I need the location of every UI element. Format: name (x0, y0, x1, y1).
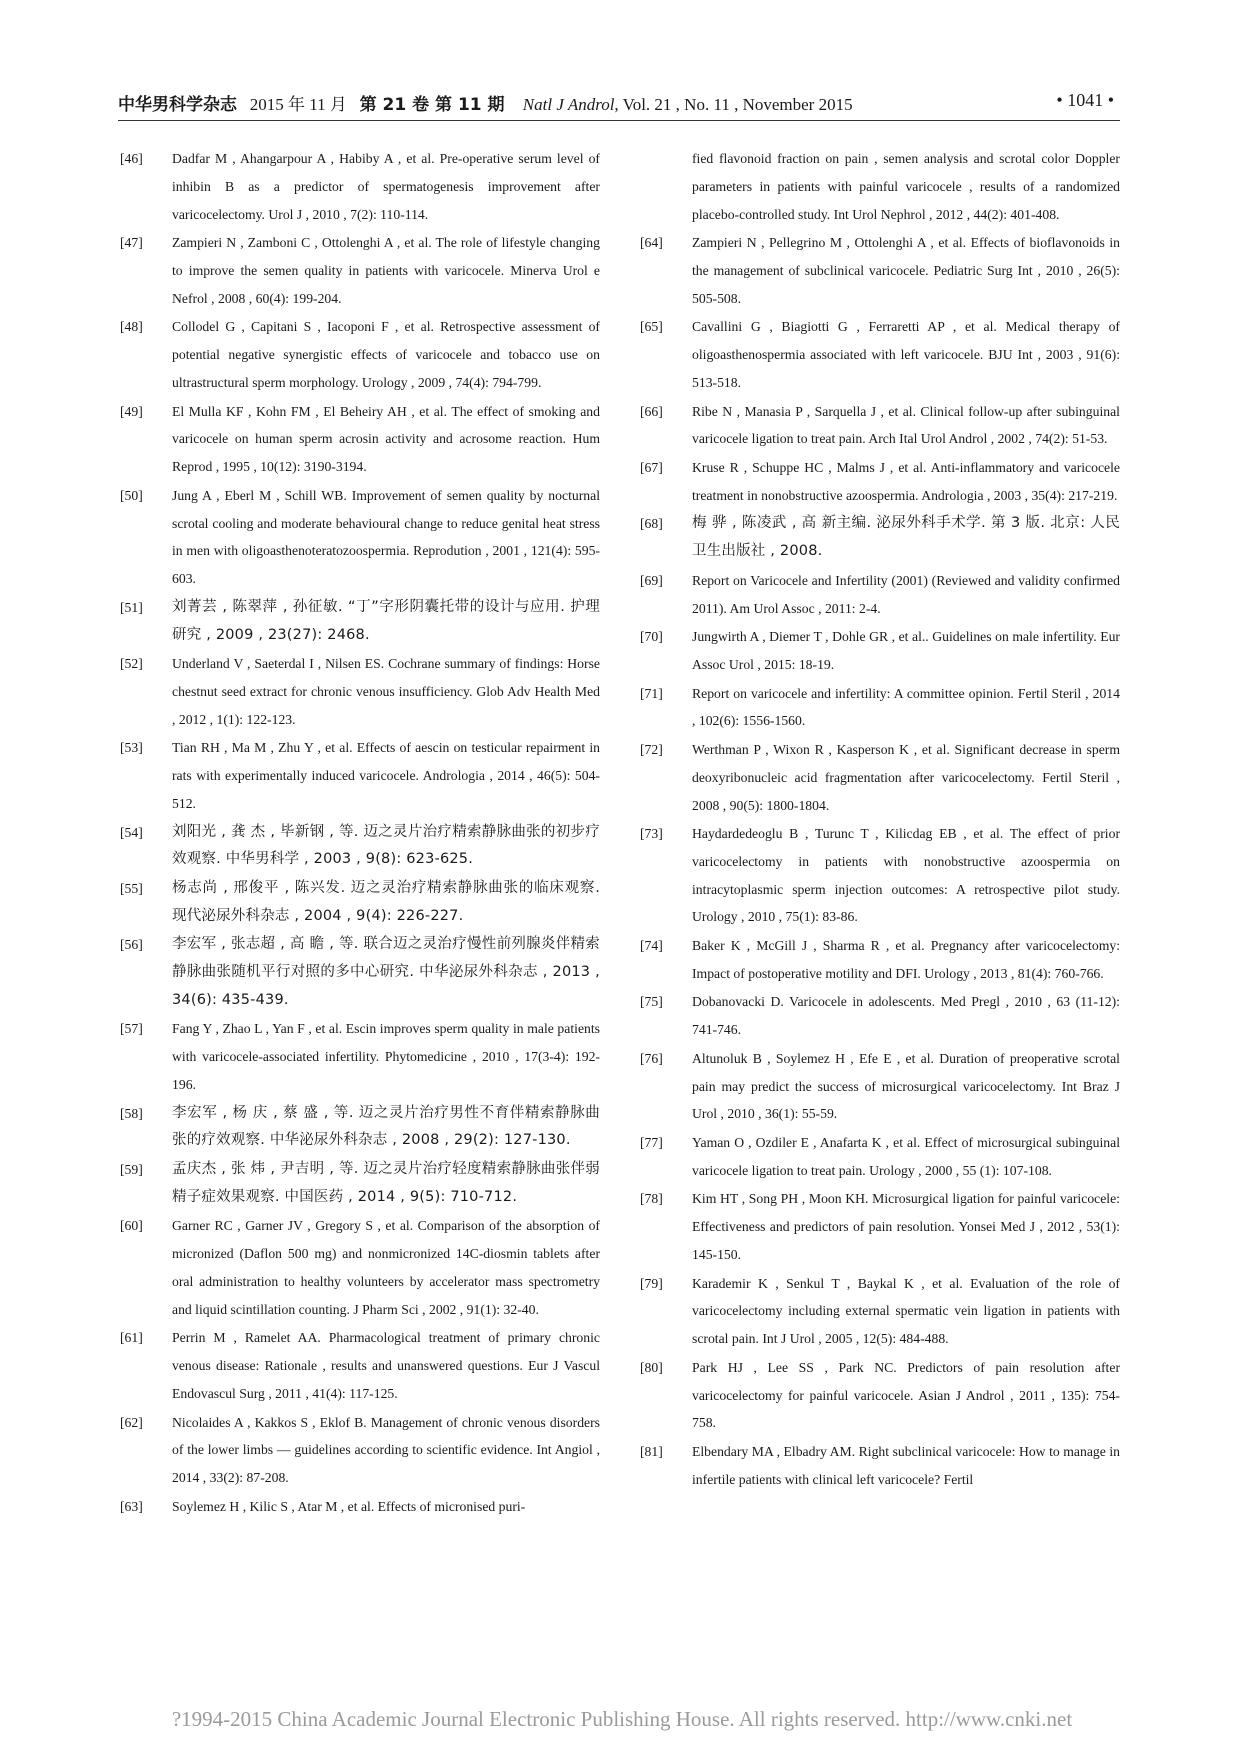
reference-text: Garner RC , Garner JV , Gregory S , et al. Comparison of the absorption of micronized (Daflon 500 mg) and nonmicronized 14C-diosmin tablets after oral administration to healthy volunteers by accelerator mass spectrometry and liquid scintillation counting. J Pharm Sci , 2002 , 91(1): 32-40. (172, 1218, 600, 1317)
reference-item (120, 1156, 600, 1212)
reference-number: [72] (640, 741, 663, 757)
reference-text: Dadfar M , Ahangarpour A , Habiby A , et al. Pre-operative serum level of inhibin B as a predictor of spermatogenesis improvement after varicocelectomy. Urol J , 2010 , 7(2): 110-114. (172, 151, 600, 222)
reference-column-right (640, 145, 1120, 1494)
reference-text: 李宏军 , 杨 庆 , 蔡 盛 , 等. 迈之灵片治疗男性不育伴精索静脉曲张的疗效观察. 中华泌尿外科杂志 , 2008 , 29(2): 127-130. (172, 1104, 600, 1149)
reference-text: 孟庆杰 , 张 炜 , 尹吉明 , 等. 迈之灵片治疗轻度精索静脉曲张伴弱精子症效果观察. 中国医药 , 2014 , 9(5): 710-712. (172, 1161, 600, 1205)
reference-number: [52] (120, 656, 143, 672)
journal-title-cn: 中华男科学杂志 (118, 95, 237, 115)
reference-item (120, 931, 600, 1014)
reference-number: [48] (120, 319, 143, 335)
reference-number: [63] (120, 1498, 143, 1514)
issue-date-cn: 2015 年 11 月 (249, 95, 347, 114)
reference-number: [56] (120, 937, 143, 953)
reference-number: [64] (640, 235, 663, 251)
reference-number: [66] (640, 403, 663, 419)
reference-item (640, 1438, 1120, 1494)
reference-number: [46] (120, 151, 143, 166)
reference-item (640, 1185, 1120, 1268)
reference-item (120, 313, 600, 396)
page-number: • 1041 • (1056, 90, 1114, 110)
reference-item (640, 623, 1120, 679)
reference-text: 刘菁芸 , 陈翠萍 , 孙征敏. “丁”字形阴囊托带的设计与应用. 护理研究 , 2009 , 23(27): 2468. (172, 598, 600, 643)
reference-number: [50] (120, 487, 143, 503)
reference-text: Dobanovacki D. Varicocele in adolescents. Med Pregl , 2010 , 63 (11-12): 741-746. (692, 994, 1120, 1038)
reference-item (640, 1045, 1120, 1128)
reference-number: [54] (120, 824, 143, 840)
reference-text: Werthman P , Wixon R , Kasperson K , et al. Significant decrease in sperm deoxyribonucleic acid fragmentation after varicocelectomy. Fertil Steril , 2008 , 90(5): 1800-1804. (692, 741, 1120, 813)
reference-item (120, 1015, 600, 1098)
reference-number: [68] (640, 516, 663, 532)
reference-text: Kruse R , Schuppe HC , Malms J , et al. Anti-inflammatory and varicocele treatment in nonobstructive azoospermia. Andrologia , 2003 , 35(4): 217-219. (692, 459, 1120, 503)
reference-item (640, 313, 1120, 396)
reference-text: Report on Varicocele and Infertility (2001) (Reviewed and validity confirmed 2011). Am Urol Assoc , 2011: 2-4. (692, 572, 1120, 616)
reference-text: Zampieri N , Pellegrino M , Ottolenghi A , et al. Effects of bioflavonoids in the management of subclinical varicocele. Pediatric Surg Int , 2010 , 26(5): 505-508. (692, 235, 1120, 306)
reference-number: [81] (640, 1444, 663, 1459)
reference-text: Jungwirth A , Diemer T , Dohle GR , et al.. Guidelines on male infertility. Eur Assoc Urol , 2015: 18-19. (692, 629, 1120, 672)
reference-number: [70] (640, 629, 663, 645)
reference-number: [67] (640, 459, 663, 475)
reference-number: [73] (640, 826, 663, 842)
reference-item (120, 1493, 600, 1521)
reference-number: [58] (120, 1105, 143, 1121)
header-rule (118, 120, 1120, 121)
reference-text: Yaman O , Ozdiler E , Anafarta K , et al. Effect of microsurgical subinguinal varicocele ligation to treat pain. Urology , 2000 , 55 (1): 107-108. (692, 1135, 1120, 1178)
reference-text: Kim HT , Song PH , Moon KH. Microsurgical ligation for painful varicocele: Effectiveness and predictors of pain resolution. Yonsei Med J , 2012 , 53(1): 145-150. (692, 1191, 1120, 1263)
reference-number: [79] (640, 1275, 663, 1291)
reference-number: [74] (640, 938, 663, 954)
reference-number: [61] (120, 1330, 143, 1346)
reference-number: [76] (640, 1050, 663, 1066)
reference-text: Cavallini G , Biagiotti G , Ferraretti AP , et al. Medical therapy of oligoasthenospermia associated with left varicocele. BJU Int , 2003 , 91(6): 513-518. (692, 319, 1120, 390)
reference-item (640, 510, 1120, 566)
reference-item (120, 1324, 600, 1407)
reference-number: [59] (120, 1162, 143, 1178)
header-journal-info (118, 90, 853, 115)
reference-number: [71] (640, 685, 663, 701)
reference-number: [47] (120, 235, 143, 251)
reference-text: Nicolaides A , Kakkos S , Eklof B. Management of chronic venous disorders of the lower limbs — guidelines according to scientific evidence. Int Angiol , 2014 , 33(2): 87-208. (172, 1414, 600, 1486)
reference-text: 梅 骅 , 陈凌武 , 高 新主编. 泌尿外科手术学. 第 3 版. 北京: 人民卫生出版社 , 2008. (692, 515, 1120, 560)
reference-item (120, 145, 600, 228)
reference-item (640, 1270, 1120, 1353)
reference-text: Report on varicocele and infertility: A committee opinion. Fertil Steril , 2014 , 102(6): 1556-1560. (692, 685, 1120, 729)
reference-text: Haydardedeoglu B , Turunc T , Kilicdag EB , et al. The effect of prior varicocelectomy in patients with nonobstructive azoospermia on intracytoplasmic sperm injection outcomes: A retrospective pilot study. Urology , 2010 , 75(1): 83-86. (692, 826, 1120, 925)
reference-text: Zampieri N , Zamboni C , Ottolenghi A , et al. The role of lifestyle changing to improve the semen quality in patients with varicocele. Minerva Urol e Nefrol , 2008 , 60(4): 199-204. (172, 235, 600, 306)
reference-item (120, 594, 600, 650)
reference-number: [57] (120, 1021, 143, 1037)
reference-number: [49] (120, 403, 143, 419)
reference-text: Soylemez H , Kilic S , Atar M , et al. Effects of micronised puri- (172, 1498, 526, 1514)
reference-item (640, 454, 1120, 510)
reference-text: Collodel G , Capitani S , Iacoponi F , et al. Retrospective assessment of potential negative synergistic effects of varicocele and tobacco use on ultrastructural sperm morphology. Urology , 2009 , 74(4): 794-799. (172, 319, 600, 390)
reference-text: 李宏军 , 张志超 , 高 瞻 , 等. 联合迈之灵治疗慢性前列腺炎伴精索静脉曲张随机平行对照的多中心研究. 中华泌尿外科杂志 , 2013 , 34(6): 435-439. (172, 936, 600, 1008)
reference-item (120, 482, 600, 593)
reference-item (120, 734, 600, 817)
reference-item (120, 1212, 600, 1323)
reference-item (120, 1409, 600, 1492)
reference-number: [62] (120, 1414, 143, 1430)
reference-text: Tian RH , Ma M , Zhu Y , et al. Effects of aescin on testicular repairment in rats with experimentally induced varicocele. Andrologia , 2014 , 46(5): 504-512. (172, 740, 600, 811)
reference-text: Baker K , McGill J , Sharma R , et al. Pregnancy after varicocelectomy: Impact of postoperative motility and DFI. Urology , 2013 , 81(4): 760-766. (692, 938, 1120, 981)
reference-item (640, 820, 1120, 931)
reference-item (120, 650, 600, 733)
reference-text: Elbendary MA , Elbadry AM. Right subclinical varicocele: How to manage in infertile patients with clinical left varicocele? Fertil (692, 1444, 1120, 1487)
reference-number: [69] (640, 572, 663, 588)
reference-text: Ribe N , Manasia P , Sarquella J , et al. Clinical follow-up after subinguinal varicocele ligation to treat pain. Arch Ital Urol Androl , 2002 , 74(2): 51-53. (692, 403, 1120, 447)
reference-number: [65] (640, 319, 663, 335)
reference-number: [77] (640, 1135, 663, 1151)
reference-item (640, 229, 1120, 312)
reference-text: Fang Y , Zhao L , Yan F , et al. Escin improves sperm quality in male patients with varicocele-associated infertility. Phytomedicine , 2010 , 17(3-4): 192-196. (172, 1021, 600, 1093)
copyright-footer: ?1994-2015 China Academic Journal Electronic Publishing House. All rights reserved. http://www.cnki.net (171, 1707, 1073, 1731)
reference-text: Altunoluk B , Soylemez H , Efe E , et al. Duration of preoperative scrotal pain may predict the success of microsurgical varicocelectomy. Int Braz J Urol , 2010 , 36(1): 55-59. (692, 1050, 1120, 1122)
reference-item (640, 1354, 1120, 1437)
reference-item (120, 819, 600, 875)
reference-item (640, 1129, 1120, 1185)
reference-number: [60] (120, 1218, 143, 1234)
reference-text: El Mulla KF , Kohn FM , El Beheiry AH , et al. The effect of smoking and varicocele on human sperm acrosin activity and acrosome reaction. Hum Reprod , 1995 , 10(12): 3190-3194. (172, 403, 600, 475)
reference-item (640, 398, 1120, 454)
reference-number: [80] (640, 1359, 663, 1375)
reference-text: 刘阳光 , 龚 杰 , 毕新钢 , 等. 迈之灵片治疗精索静脉曲张的初步疗效观察. 中华男科学 , 2003 , 9(8): 623-625. (172, 823, 600, 868)
reference-item (640, 932, 1120, 988)
reference-number: [55] (120, 880, 143, 896)
reference-item (120, 1100, 600, 1156)
reference-text: Jung A , Eberl M , Schill WB. Improvement of semen quality by nocturnal scrotal cooling and moderate behavioural change to reduce genital heat stress in men with oligoasthenoteratozoospermia. Reprodution , 2001 , 121(4): 595-603. (172, 487, 600, 587)
reference-text: Perrin M , Ramelet AA. Pharmacological treatment of primary chronic venous disease: Rationale , results and unanswered questions. Eur J Vascul Endovascul Surg , 2011 , 41(4): 117-125. (172, 1330, 600, 1402)
reference-number: [53] (120, 740, 143, 756)
reference-number: [75] (640, 994, 663, 1010)
reference-item (120, 398, 600, 481)
reference-item (640, 736, 1120, 819)
reference-number: [51] (120, 599, 143, 615)
journal-title-en: Natl J Androl (522, 95, 615, 114)
reference-item (120, 875, 600, 931)
reference-item (120, 229, 600, 312)
volume-issue-cn: 第 21 卷 第 11 期 (359, 95, 505, 115)
reference-item (640, 680, 1120, 736)
reference-text: Karademir K , Senkul T , Baykal K , et al. Evaluation of the role of varicocelectomy including external spermatic vein ligation in patients with scrotal pain. Int J Urol , 2005 , 12(5): 484-488. (692, 1275, 1120, 1347)
running-header (118, 90, 1120, 122)
reference-text: Park HJ , Lee SS , Park NC. Predictors of pain resolution after varicocelectomy for painful varicocele. Asian J Androl , 2011 , 135): 754-758. (692, 1359, 1120, 1431)
reference-continuation: fied flavonoid fraction on pain , semen analysis and scrotal color Doppler parameters in patients with painful varicocele , results of a randomized placebo-controlled study. Int Urol Nephrol , 2012 , 44(2): 401-408. (692, 151, 1120, 222)
reference-item (640, 567, 1120, 623)
reference-number: [78] (640, 1191, 663, 1207)
volume-issue-en: , Vol. 21 , No. 11 , November 2015 (614, 95, 853, 114)
reference-text: 杨志尚 , 邢俊平 , 陈兴发. 迈之灵治疗精索静脉曲张的临床观察. 现代泌尿外科杂志 , 2004 , 9(4): 226-227. (172, 879, 600, 924)
reference-text: Underland V , Saeterdal I , Nilsen ES. Cochrane summary of findings: Horse chestnut seed extract for chronic venous insufficiency. Glob Adv Health Med , 2012 , 1(1): 122-123. (172, 656, 600, 727)
reference-column-left (120, 145, 600, 1521)
reference-item (640, 988, 1120, 1044)
